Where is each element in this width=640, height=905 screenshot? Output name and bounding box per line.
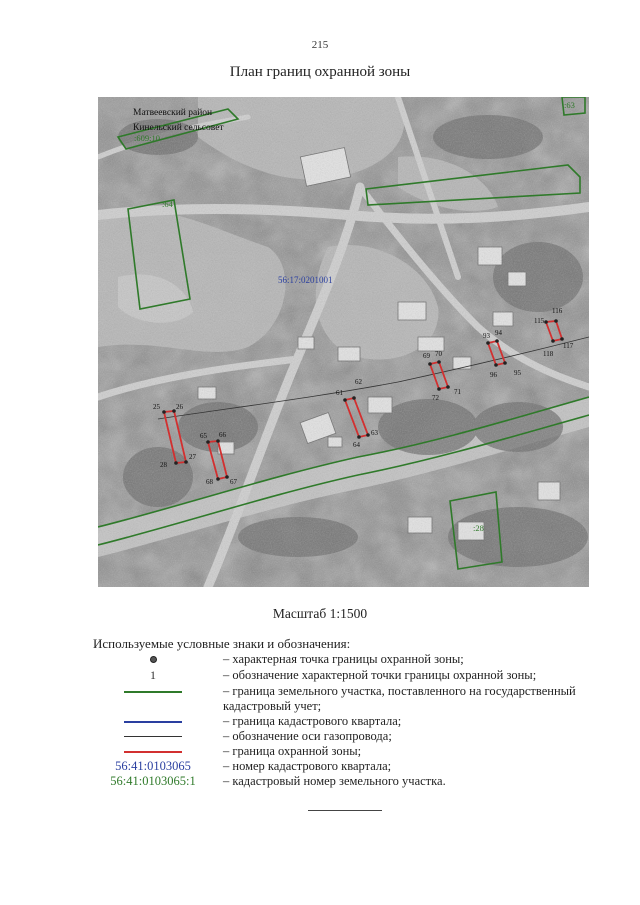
blue-line-icon (124, 721, 182, 723)
end-rule (308, 810, 382, 811)
plot-number-sample: 56:41:0103065:1 (110, 774, 196, 788)
point-label-95: 95 (514, 369, 521, 377)
point-label-67: 67 (230, 478, 237, 486)
point-label-71: 71 (454, 388, 461, 396)
point-label-118: 118 (543, 350, 554, 358)
point-label-69: 69 (423, 352, 430, 360)
aerial-map (98, 97, 589, 587)
point-label-61: 61 (336, 389, 343, 397)
point-label-94: 94 (495, 329, 502, 337)
quarter-number-label: 56:17:0201001 (278, 275, 333, 285)
district-label: Матвеевский район (133, 108, 213, 118)
parcel-label-28: :28 (473, 523, 484, 533)
parcel-label-64: :64 (162, 199, 173, 209)
point-label-72: 72 (432, 394, 439, 402)
point-label-68: 68 (206, 478, 213, 486)
point-label-25: 25 (153, 403, 160, 411)
point-label-63: 63 (371, 429, 378, 437)
point-number-sample: 1 (150, 668, 156, 682)
point-label-62: 62 (355, 378, 362, 386)
red-line-icon (124, 751, 182, 753)
point-marker-icon (150, 656, 157, 663)
council-label: Кинельский сельсовет (133, 123, 224, 133)
point-label-116: 116 (552, 307, 563, 315)
black-line-icon (124, 736, 182, 737)
parcel-label-609: :609:10 (134, 133, 160, 143)
point-label-26: 26 (176, 403, 183, 411)
point-label-27: 27 (189, 453, 196, 461)
point-label-65: 65 (200, 432, 207, 440)
page-number: 215 (311, 39, 329, 51)
point-label-66: 66 (219, 431, 226, 439)
point-label-64: 64 (353, 441, 360, 449)
point-label-115: 115 (534, 317, 545, 325)
point-label-93: 93 (483, 332, 490, 340)
point-label-96: 96 (490, 371, 497, 379)
point-label-28: 28 (160, 461, 167, 469)
scale-label: Масштаб 1:1500 (272, 606, 368, 621)
quarter-number-sample: 56:41:0103065 (115, 759, 191, 773)
parcel-label-63: :63 (564, 100, 575, 110)
document-title: План границ охранной зоны (229, 64, 411, 80)
green-line-icon (124, 691, 182, 693)
legend-heading: Используемые условные знаки и обозначения: (93, 636, 351, 651)
point-label-117: 117 (563, 342, 574, 350)
point-label-70: 70 (435, 350, 442, 358)
